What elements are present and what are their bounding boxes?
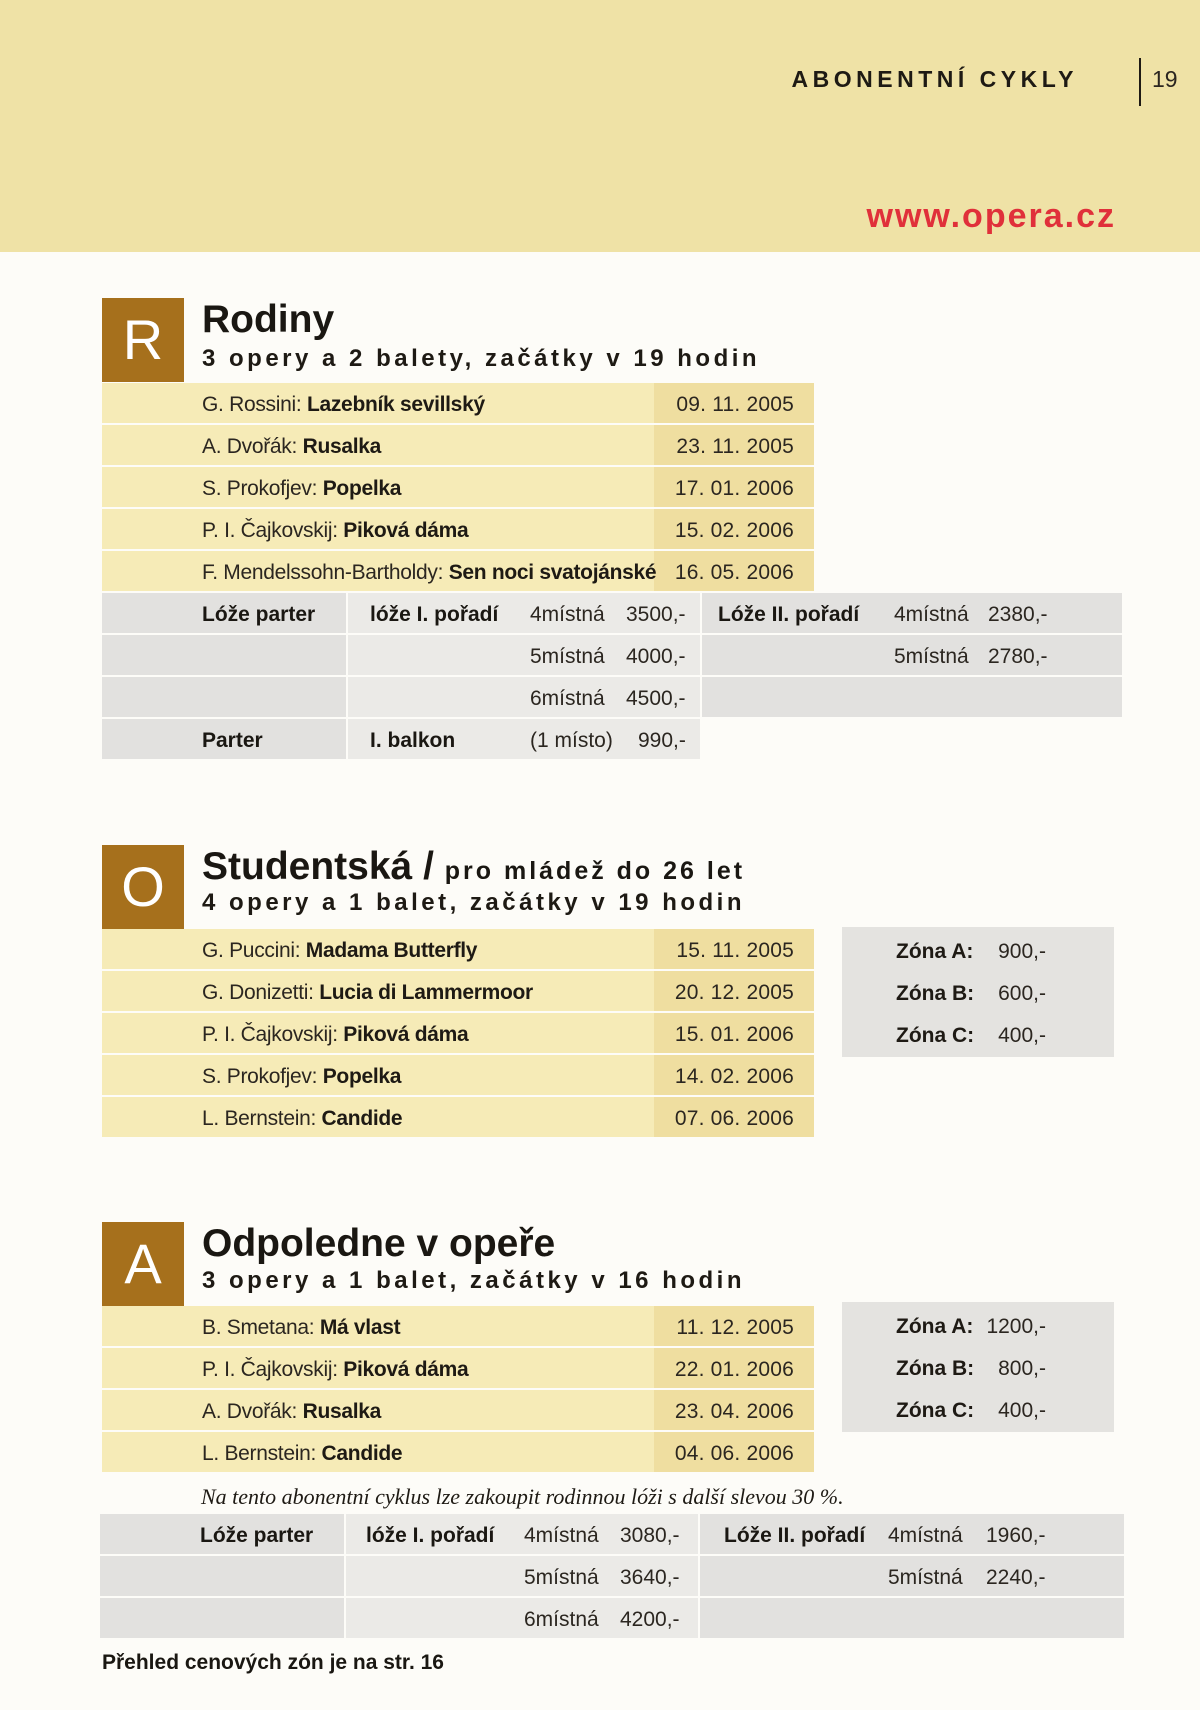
zone-row xyxy=(842,971,1114,1013)
zone-label: Zóna B: xyxy=(896,1357,975,1380)
balkon-label: I. balkon xyxy=(370,729,456,752)
cycle-badge: A xyxy=(102,1222,184,1306)
work-title: Piková dáma xyxy=(343,1023,469,1046)
performance-row xyxy=(102,383,814,423)
performance-row xyxy=(102,1306,814,1346)
family-box-note: Na tento abonentní cyklus lze zakoupit rodinnou lóži s další slevou 30 %. xyxy=(201,1484,844,1509)
performance-row xyxy=(102,929,814,969)
seats: 6místná xyxy=(524,1608,599,1631)
price: 2240,- xyxy=(986,1566,1046,1589)
price: 3640,- xyxy=(620,1566,680,1589)
header-divider xyxy=(1139,58,1141,106)
price: 2380,- xyxy=(988,603,1048,626)
seats: 4místná xyxy=(894,603,969,626)
performance-date: 22. 01. 2006 xyxy=(674,1358,794,1381)
work-title: Lazebník sevillský xyxy=(306,393,485,416)
work-title: Má vlast xyxy=(319,1316,401,1339)
composer: F. Mendelssohn-Bartholdy: xyxy=(202,561,444,584)
work-title: Rusalka xyxy=(302,1400,382,1423)
performance-date: 14. 02. 2006 xyxy=(674,1065,794,1088)
composer: B. Smetana: xyxy=(202,1316,315,1339)
work-title: Popelka xyxy=(322,1065,402,1088)
composer: S. Prokofjev: xyxy=(202,477,318,500)
price-row xyxy=(102,677,1122,717)
price-row xyxy=(102,1556,1122,1596)
section-title: ABONENTNÍ CYKLY xyxy=(791,66,1078,92)
page-number: 19 xyxy=(1152,66,1178,92)
price: 1960,- xyxy=(986,1524,1046,1547)
performance-date: 11. 12. 2005 xyxy=(676,1316,794,1339)
price: 4500,- xyxy=(626,687,686,710)
work-title: Candide xyxy=(321,1442,403,1465)
performance-date: 15. 02. 2006 xyxy=(674,519,794,542)
composer: P. I. Čajkovskij: xyxy=(202,1023,338,1046)
seats: 5místná xyxy=(530,645,605,668)
performance-row xyxy=(102,509,814,549)
composer: A. Dvořák: xyxy=(202,1400,298,1423)
performance-date: 20. 12. 2005 xyxy=(674,981,794,1004)
composer: P. I. Čajkovskij: xyxy=(202,519,338,542)
zone-row xyxy=(842,929,1114,971)
performance-list xyxy=(102,1306,814,1474)
zone-price: 600,- xyxy=(998,982,1046,1005)
seats: 4místná xyxy=(888,1524,963,1547)
price: 3500,- xyxy=(626,603,686,626)
composer: P. I. Čajkovskij: xyxy=(202,1358,338,1381)
work-title: Candide xyxy=(321,1107,403,1130)
zone-label: Zóna A: xyxy=(896,940,974,963)
seats: 4místná xyxy=(524,1524,599,1547)
price-row xyxy=(102,1514,1122,1554)
zone-price: 400,- xyxy=(998,1024,1046,1047)
work-title: Popelka xyxy=(322,477,402,500)
col-loze-first: lóže I. pořadí xyxy=(366,1524,495,1547)
cycle-title xyxy=(202,845,745,889)
price: 4200,- xyxy=(620,1608,680,1631)
performance-row xyxy=(102,1348,814,1388)
composer: A. Dvořák: xyxy=(202,435,298,458)
col-loze-first: lóže I. pořadí xyxy=(370,603,499,626)
col-loze-parter: Lóže parter xyxy=(202,603,316,626)
performance-date: 15. 01. 2006 xyxy=(674,1023,794,1046)
seats: 5místná xyxy=(524,1566,599,1589)
performance-row xyxy=(102,1432,814,1472)
performance-date: 16. 05. 2006 xyxy=(674,561,794,584)
composer: S. Prokofjev: xyxy=(202,1065,318,1088)
zone-price: 400,- xyxy=(998,1399,1046,1422)
work-title: Madama Butterfly xyxy=(305,939,478,962)
price-row xyxy=(102,593,1122,633)
performance-row xyxy=(102,1013,814,1053)
performance-list xyxy=(102,383,814,593)
zone-price: 900,- xyxy=(998,940,1046,963)
zone-price: 1200,- xyxy=(986,1315,1046,1338)
zone-prices xyxy=(842,927,1114,1057)
cycle-badge: R xyxy=(102,298,184,382)
work-title: Rusalka xyxy=(302,435,382,458)
cycle-title: Odpoledne v opeře xyxy=(202,1222,556,1265)
composer: L. Bernstein: xyxy=(202,1107,316,1130)
performance-row xyxy=(102,1055,814,1095)
zone-prices xyxy=(842,1302,1114,1432)
performance-date: 04. 06. 2006 xyxy=(674,1442,794,1465)
composer: L. Bernstein: xyxy=(202,1442,316,1465)
price-row xyxy=(102,635,1122,675)
performance-date: 23. 11. 2005 xyxy=(676,435,794,458)
seats: 5místná xyxy=(888,1566,963,1589)
performance-row xyxy=(102,425,814,465)
cycle-subtitle: 3 opery a 1 balet, začátky v 16 hodin xyxy=(202,1267,746,1294)
composer: G. Donizetti: xyxy=(202,981,314,1004)
footer-note: Přehled cenových zón je na str. 16 xyxy=(102,1651,444,1674)
zone-label: Zóna C: xyxy=(896,1399,975,1422)
performance-row xyxy=(102,1390,814,1430)
work-title: Lucia di Lammermoor xyxy=(319,981,533,1004)
cycle-badge: O xyxy=(102,845,184,929)
cycle-title: Rodiny xyxy=(202,298,335,341)
zone-label: Zóna C: xyxy=(896,1024,975,1047)
col-loze-second: Lóže II. pořadí xyxy=(718,603,860,626)
composer: G. Puccini: xyxy=(202,939,301,962)
work-title: Piková dáma xyxy=(343,1358,469,1381)
performance-list xyxy=(102,929,814,1139)
performance-date: 15. 11. 2005 xyxy=(676,939,794,962)
zone-label: Zóna A: xyxy=(896,1315,974,1338)
zone-row xyxy=(842,1346,1114,1388)
price-row xyxy=(102,719,1122,759)
price: 2780,- xyxy=(988,645,1048,668)
performance-row xyxy=(102,467,814,507)
seats: 4místná xyxy=(530,603,605,626)
zone-row xyxy=(842,1304,1114,1346)
performance-date: 23. 04. 2006 xyxy=(674,1400,794,1423)
zone-label: Zóna B: xyxy=(896,982,975,1005)
price-table xyxy=(102,593,1122,761)
seats: 6místná xyxy=(530,687,605,710)
price: 4000,- xyxy=(626,645,686,668)
performance-row xyxy=(102,1097,814,1137)
col-loze-parter: Lóže parter xyxy=(200,1524,314,1547)
price-row xyxy=(102,1598,1122,1638)
work-title: Sen noci svatojánské xyxy=(448,561,657,584)
composer: G. Rossini: xyxy=(202,393,302,416)
work-title: Piková dáma xyxy=(343,519,469,542)
price: 3080,- xyxy=(620,1524,680,1547)
performance-date: 09. 11. 2005 xyxy=(676,393,794,416)
price: 990,- xyxy=(638,729,686,752)
seats: (1 místo) xyxy=(530,729,613,752)
col-loze-second: Lóže II. pořadí xyxy=(724,1524,866,1547)
cycle-subtitle: 3 opery a 2 balety, začátky v 19 hodin xyxy=(202,345,761,372)
price-table xyxy=(102,1514,1122,1640)
performance-date: 17. 01. 2006 xyxy=(674,477,794,500)
performance-row xyxy=(102,551,814,591)
zone-row xyxy=(842,1013,1114,1055)
cycle-title-main: Studentská xyxy=(202,845,413,888)
performance-row xyxy=(102,971,814,1011)
seats: 5místná xyxy=(894,645,969,668)
row-parter: Parter xyxy=(202,729,263,752)
cycle-title-suffix: pro mládež do 26 let xyxy=(444,857,746,885)
website-link[interactable]: www.opera.cz xyxy=(866,197,1116,235)
title-separator: / xyxy=(423,845,434,888)
cycle-subtitle: 4 opery a 1 balet, začátky v 19 hodin xyxy=(202,889,746,916)
performance-date: 07. 06. 2006 xyxy=(674,1107,794,1130)
zone-row xyxy=(842,1388,1114,1430)
zone-price: 800,- xyxy=(998,1357,1046,1380)
